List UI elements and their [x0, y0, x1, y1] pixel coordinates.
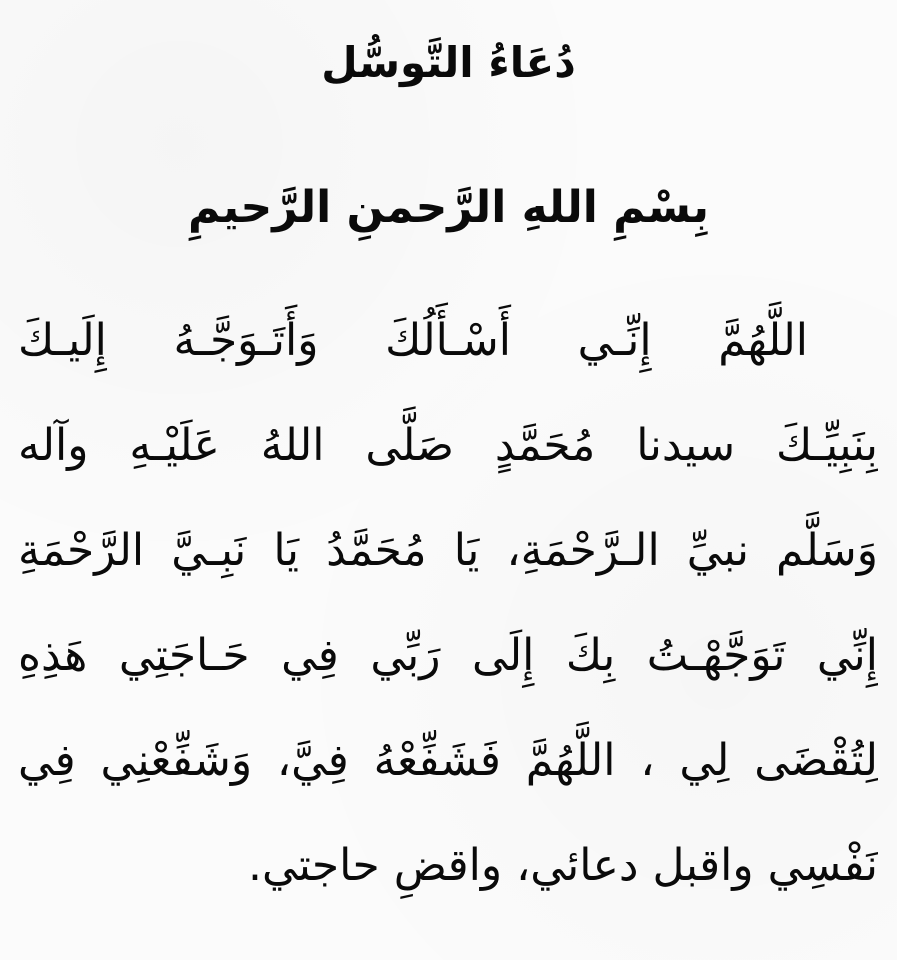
- prayer-line-2: بِنَبِيِّـكَ سيدنا مُحَمَّدٍ صَلَّى اللهُ عَلَيْـهِ وآله: [18, 420, 878, 471]
- prayer-line-3: وَسَلَّم نبيِّ الـرَّحْمَةِ، يَا مُحَمَّدُ يَا نَبِـيَّ الرَّحْمَةِ: [18, 525, 878, 576]
- prayer-line-4: إِنِّي تَوَجَّهْـتُ بِكَ إِلَى رَبِّي فِي حَـاجَتِي هَذِهِ: [18, 630, 878, 681]
- prayer-line-1: اللَّهُمَّ إِنِّـي أَسْـأَلُكَ وَأَتَـوَجَّـهُ إِلَيـكَ: [18, 315, 808, 366]
- prayer-line-5: لِتُقْضَى لِي ، اللَّهُمَّ فَشَفِّعْهُ فِيَّ، وَشَفِّعْنِي فِي: [18, 735, 878, 786]
- basmala-heading: بِسْمِ اللهِ الرَّحمنِ الرَّحيمِ: [188, 182, 709, 233]
- prayer-title: دُعَاءُ التَّوسُّل: [321, 38, 576, 87]
- prayer-text: [18, 288, 878, 918]
- prayer-line-6: نَفْسِي واقبل دعائي، واقضِ حاجتي.: [247, 840, 878, 891]
